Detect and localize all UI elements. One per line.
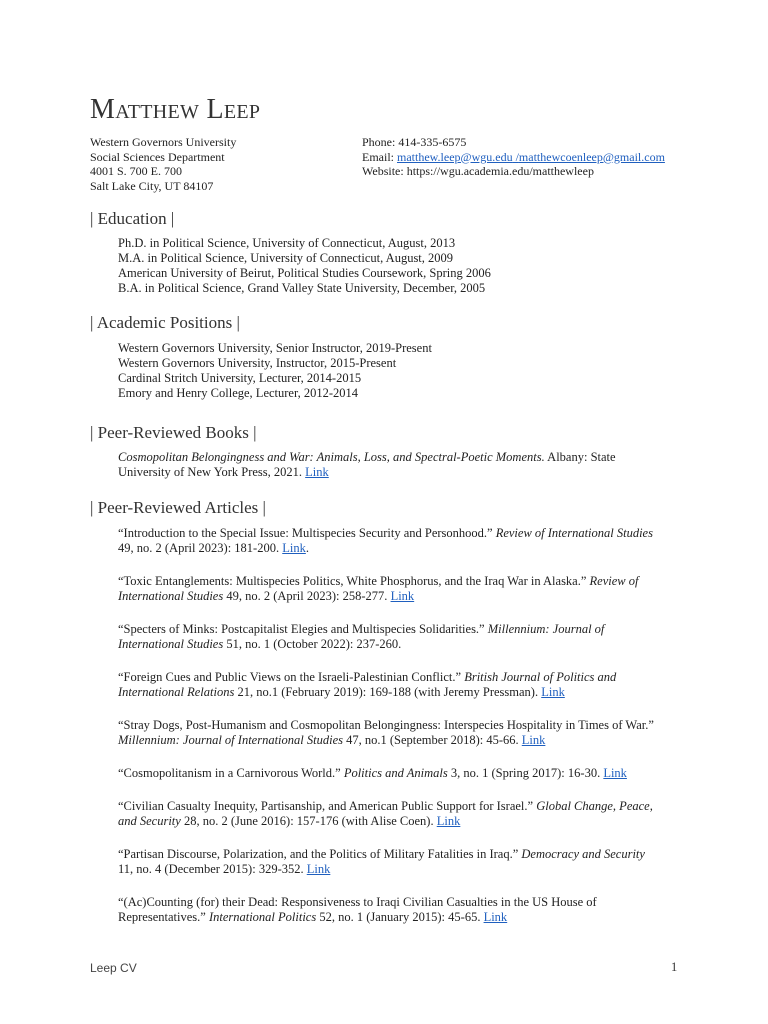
article-details: 51, no. 1 (October 2022): 237-260. xyxy=(223,637,402,651)
address-line-3: 4001 S. 700 E. 700 xyxy=(90,164,183,178)
email-line xyxy=(362,150,665,165)
article-entry xyxy=(118,799,663,829)
positions-list xyxy=(118,341,663,401)
positions-heading: | Academic Positions | xyxy=(90,313,240,332)
article-journal: Millennium: Journal of International Studies xyxy=(118,622,605,651)
article-journal: Global Change, Peace, and Security xyxy=(118,799,653,828)
article-link[interactable]: Link xyxy=(282,541,306,555)
article-link[interactable]: Link xyxy=(306,862,331,876)
article-entry xyxy=(118,526,663,556)
education-item: Ph.D. in Political Science, University of Connecticut, August, 2013 xyxy=(118,236,456,250)
page-number: 1 xyxy=(671,960,678,974)
book-link[interactable]: Link xyxy=(305,465,329,479)
email-link-gmail: matthewcoenleep@gmail.com xyxy=(518,149,665,164)
address-block xyxy=(90,135,236,193)
books-heading: | Peer-Reviewed Books | xyxy=(90,423,257,442)
education-item: B.A. in Political Science, Grand Valley State University, December, 2005 xyxy=(118,281,486,295)
article-title: “Partisan Discourse, Polarization, and the Politics of Military Fatalities in Iraq.” xyxy=(118,847,522,861)
article-journal: British Journal of Politics and International Relations xyxy=(118,670,617,699)
contact-block xyxy=(362,135,665,179)
email-separator: / xyxy=(512,149,519,164)
article-entry xyxy=(118,574,663,604)
position-item: Cardinal Stritch University, Lecturer, 2014-2015 xyxy=(118,371,362,385)
article-journal: Politics and Animals xyxy=(343,766,448,780)
position-item: Western Governors University, Instructor, 2015-Present xyxy=(118,356,397,370)
article-entry xyxy=(118,622,663,652)
article-title: “Toxic Entanglements: Multispecies Politics, White Phosphorus, and the Iraq War in Alaska.” xyxy=(118,574,590,588)
article-details: 52, no. 1 (January 2015): 45-65. xyxy=(316,910,484,924)
position-item: Western Governors University, Senior Instructor, 2019-Present xyxy=(118,341,432,355)
cv-name: Matthew Leep xyxy=(90,94,261,125)
education-heading: | Education | xyxy=(90,209,175,228)
article-details: 49, no. 2 (April 2023): 258-277. xyxy=(223,589,391,603)
article-link[interactable]: Link xyxy=(541,685,565,699)
article-link[interactable]: Link xyxy=(521,733,546,747)
article-entry xyxy=(118,670,663,700)
address-line-4: Salt Lake City, UT 84107 xyxy=(90,178,214,193)
education-item: American University of Beirut, Political Studies Coursework, Spring 2006 xyxy=(118,266,491,280)
address-line-2: Social Sciences Department xyxy=(90,149,225,164)
email-label: Email: xyxy=(362,149,397,164)
article-entry xyxy=(118,766,663,781)
position-item: Emory and Henry College, Lecturer, 2012-2014 xyxy=(118,386,359,400)
article-journal: Democracy and Security xyxy=(521,847,645,861)
article-details: 49, no. 2 (April 2023): 181-200. xyxy=(118,541,283,555)
article-details: 3, no. 1 (Spring 2017): 16-30. xyxy=(447,766,604,780)
article-journal: Millennium: Journal of International Studies xyxy=(118,733,343,747)
article-title: “Stray Dogs, Post-Humanism and Cosmopolitan Belongingness: Interspecies Hospitality in Times of War.” xyxy=(118,718,654,732)
article-details: 21, no.1 (February 2019): 169-188 (with Jeremy Pressman). xyxy=(234,685,542,699)
website-line: Website: https://wgu.academia.edu/matthewleep xyxy=(362,164,594,178)
book-title: Cosmopolitan Belongingness and War: Animals, Loss, and Spectral-Poetic Moments. xyxy=(118,450,545,464)
phone-line: Phone: 414-335-6575 xyxy=(362,135,467,149)
articles-heading: | Peer-Reviewed Articles | xyxy=(90,498,266,517)
article-journal: Review of International Studies xyxy=(495,526,653,540)
article-journal: Review of International Studies xyxy=(118,574,639,603)
article-title: “Civilian Casualty Inequity, Partisanship, and American Public Support for Israel.” xyxy=(118,799,537,813)
email-link-wgu[interactable]: matthew.leep@wgu.edu xyxy=(397,149,513,164)
education-list xyxy=(118,236,663,296)
article-link[interactable]: Link xyxy=(603,766,627,780)
article-journal: International Politics xyxy=(208,910,317,924)
footer-title: Leep CV xyxy=(90,961,137,975)
articles-list xyxy=(118,526,663,925)
books-list xyxy=(118,450,663,480)
article-entry xyxy=(118,895,663,925)
article-title: “(Ac)Counting (for) their Dead: Responsiveness to Iraqi Civilian Casualties in the US House of Representatives.” xyxy=(118,895,597,924)
article-details: 11, no. 4 (December 2015): 329-352. xyxy=(118,862,307,876)
address-line-1: Western Governors University xyxy=(90,135,237,149)
article-details: 47, no.1 (September 2018): 45-66. xyxy=(342,733,522,747)
book-entry xyxy=(118,450,663,480)
article-title: “Specters of Minks: Postcapitalist Elegies and Multispecies Solidarities.” xyxy=(118,622,488,636)
email-link-gmail-wrapper[interactable] xyxy=(513,150,665,164)
article-title: “Foreign Cues and Public Views on the Israeli-Palestinian Conflict.” xyxy=(118,670,465,684)
article-link[interactable]: Link xyxy=(483,910,508,924)
article-entry xyxy=(118,847,663,877)
article-title: “Introduction to the Special Issue: Multispecies Security and Personhood.” xyxy=(118,526,496,540)
article-link[interactable]: Link xyxy=(390,589,415,603)
article-link[interactable]: Link xyxy=(436,814,461,828)
education-item: M.A. in Political Science, University of Connecticut, August, 2009 xyxy=(118,251,454,265)
article-title: “Cosmopolitanism in a Carnivorous World.” xyxy=(118,766,344,780)
article-details: 28, no. 2 (June 2016): 157-176 (with Alise Coen). xyxy=(180,814,437,828)
article-entry xyxy=(118,718,663,748)
book-details: Albany: State University of New York Press, 2021. xyxy=(118,450,616,479)
article-trailing: . xyxy=(305,541,309,555)
